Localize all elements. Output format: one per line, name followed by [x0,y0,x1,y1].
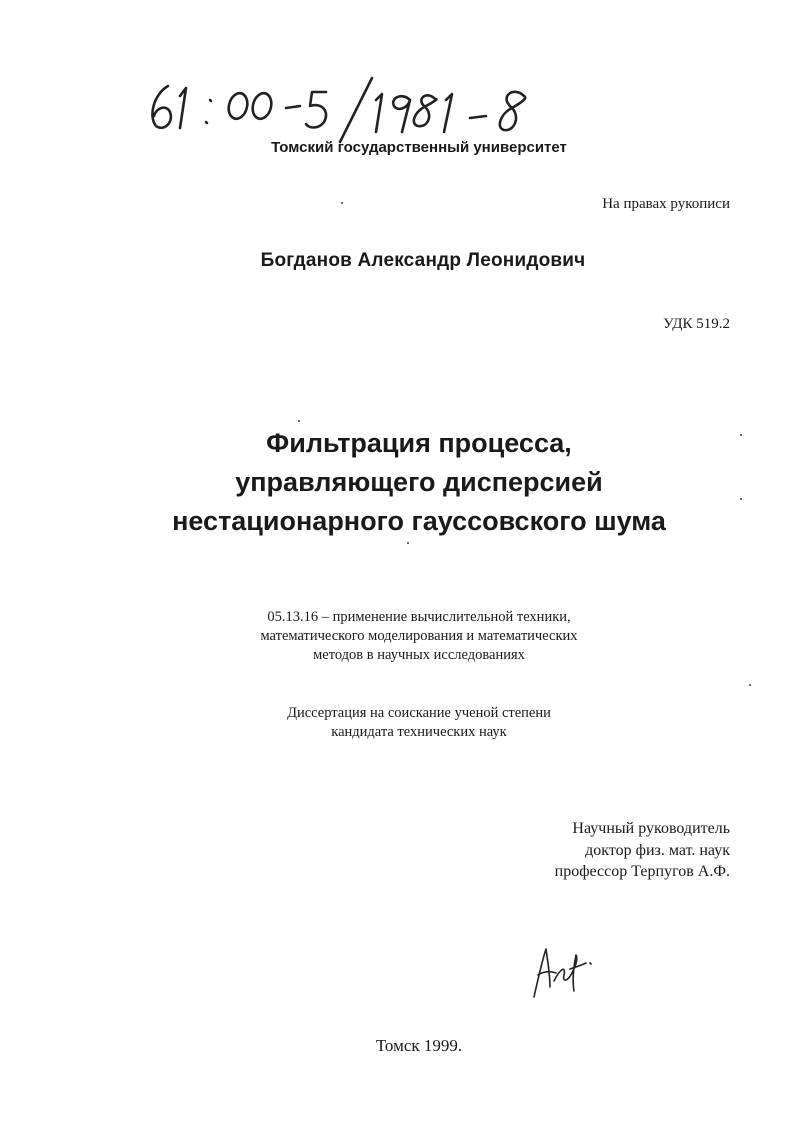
supervisor-line: Научный руководитель [572,820,730,837]
supervisor-block [555,818,730,883]
udc-code: УДК 519.2 [663,316,730,332]
manuscript-rights-note: На правах рукописи [602,196,730,212]
specialty-line: математического моделирования и математических [260,628,578,644]
scan-speck [740,434,742,436]
supervisor-line: доктор физ. мат. наук [585,841,730,859]
title-line: Фильтрация процесса, [266,428,572,458]
university-name: Томский государственный университет [271,139,567,156]
specialty-line: 05.13.16 – применение вычислительной техники, [267,609,571,625]
scan-speck [341,202,343,204]
scan-speck [298,420,300,422]
supervisor-line: профессор Терпугов А.Ф. [554,863,730,880]
supervisor-signature [520,935,600,1005]
specialty-line: методов в научных исследованиях [313,647,525,663]
degree-statement [0,704,793,742]
title-line: нестационарного гауссовского шума [172,506,666,536]
title-line: управляющего дисперсией [235,467,603,497]
degree-line: Диссертация на соискание ученой степени [287,705,551,721]
specialty-block [0,608,793,665]
scan-speck [749,684,751,686]
handwritten-catalog-number [140,68,560,148]
scan-speck [407,542,409,544]
dissertation-title [0,424,793,541]
degree-line: кандидата технических наук [331,724,507,740]
scan-speck [740,498,742,500]
author-name: Богданов Александр Леонидович [260,250,586,271]
city-and-year: Томск 1999. [375,1036,463,1055]
